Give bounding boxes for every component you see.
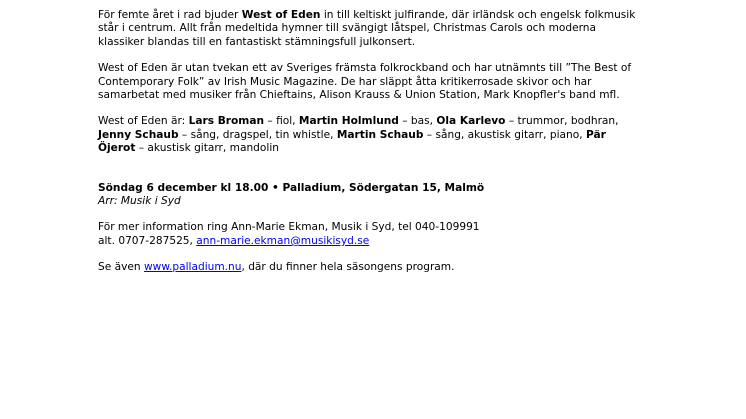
contact-block [98, 221, 638, 248]
press-release [98, 9, 638, 275]
member-role: – sång, akustisk gitarr, piano, [423, 128, 586, 141]
event-arranger: Arr: Musik i Syd [98, 195, 181, 208]
contact-line: För mer information ring Ann-Marie Ekman, Musik i Syd, tel 040-109991 [98, 221, 480, 234]
member-name: Ola Karlevo [436, 115, 506, 128]
see-also-suffix: , där du finner hela säsongens program. [241, 261, 455, 274]
intro-text-end: in till keltiskt julfirande, där irländsk och engelsk folkmusik står i centrum. Allt från medeltida hymner till svängigt låtspel, Christmas Carols och moderna klassiker blandas till en fantastiskt stämningsfull julkonsert. [98, 9, 636, 48]
member-name: Lars Broman [188, 115, 265, 128]
member-name: Martin Holmlund [298, 115, 399, 128]
see-also-prefix: Se även [98, 261, 144, 274]
member-role: – bas, [398, 115, 437, 128]
email-link[interactable]: ann-marie.ekman@musikisyd.se [196, 234, 370, 247]
about-paragraph: West of Eden är utan tvekan ett av Sveriges främsta folkrockband och har utnämnts till ”The Best of Contemporary Folk” av Irish Music Magazine. De har släppt åtta kritikerrosade skivor och har samarbetat med musiker från Chieftains, Alison Krauss & Union Station, Mark Knopfler's band mfl. [98, 62, 632, 102]
member-name: Pär Öjerot [98, 128, 606, 155]
member-role: – akustisk gitarr, mandolin [135, 142, 279, 155]
website-link[interactable]: www.palladium.nu [143, 261, 242, 274]
member-role: – sång, dragspel, tin whistle, [178, 128, 337, 141]
contact-phone: alt. 0707-287525, [98, 234, 197, 247]
contact-line-2 [98, 235, 638, 248]
see-also-paragraph [98, 261, 638, 274]
members-prefix: West of Eden är: [98, 115, 189, 128]
event-details: Söndag 6 december kl 18.00 • Palladium, Södergatan 15, Malmö [98, 181, 485, 194]
member-role: – fiol, [264, 115, 299, 128]
band-name: West of Eden [241, 9, 321, 21]
member-name: Jenny Schaub [98, 128, 179, 141]
member-name: Martin Schaub [336, 128, 424, 141]
members-paragraph [98, 115, 638, 155]
member-role: – trummor, bodhran, [505, 115, 619, 128]
intro-text-start: För femte året i rad bjuder [98, 9, 242, 21]
event-block [98, 182, 638, 209]
intro-paragraph [98, 9, 638, 49]
